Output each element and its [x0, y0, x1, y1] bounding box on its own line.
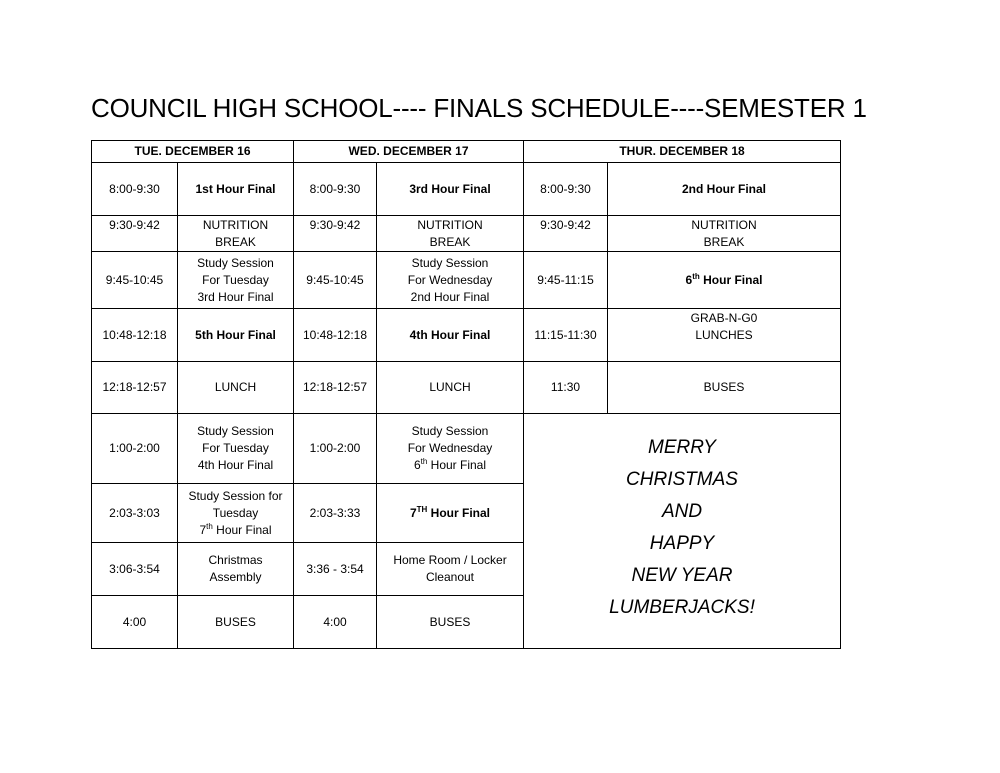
schedule-row [92, 362, 841, 414]
time-cell [92, 309, 178, 362]
cell-line: LUNCHES [695, 328, 753, 342]
cell-line: LUNCH [214, 380, 257, 394]
cell-line: Study Session [197, 255, 274, 270]
cell-line: LUNCH [429, 380, 471, 394]
activity-cell [608, 163, 841, 216]
message-line: HAPPY [649, 533, 715, 554]
time-cell [294, 216, 377, 252]
time-cell [92, 596, 178, 649]
cell-line [180, 522, 291, 539]
cell-line: 10:48-12:18 [302, 327, 368, 342]
activity-cell [377, 484, 524, 543]
activity-cell [377, 596, 524, 649]
ordinal-suffix: TH [416, 504, 428, 514]
cell-line: 9:45-10:45 [306, 272, 364, 287]
cell-line: 1:00-2:00 [109, 441, 160, 455]
activity-cell [178, 484, 294, 543]
schedule-row [92, 309, 841, 362]
time-cell [92, 216, 178, 252]
cell-line: 11:30 [550, 380, 581, 394]
activity-cell [178, 362, 294, 414]
time-cell [294, 252, 377, 309]
activity-cell [178, 543, 294, 596]
cell-line: 9:30-9:42 [540, 218, 591, 232]
cell-line: Cleanout [425, 570, 475, 584]
cell-line: Study Session [197, 424, 274, 438]
time-cell [524, 362, 608, 414]
cell-line: 4th Hour Final [197, 458, 274, 472]
activity-cell [377, 543, 524, 596]
cell-line: GRAB-N-G0 [690, 311, 758, 325]
cell-line: 9:30-9:42 [309, 218, 361, 232]
message-line: MERRY [648, 437, 716, 458]
cell-line: For Wednesday [407, 272, 493, 287]
cell-line: Assembly [209, 570, 262, 584]
time-cell [524, 216, 608, 252]
cell-line: 2nd Hour Final [682, 181, 766, 196]
ordinal-number: 7 [409, 505, 417, 520]
activity-cell [608, 252, 841, 309]
line-rest: Hour Final [699, 272, 763, 287]
cell-line: Study Session [411, 255, 489, 270]
cell-line: BUSES [429, 614, 471, 629]
time-cell [524, 163, 608, 216]
schedule-row [92, 252, 841, 309]
cell-line: 3:06-3:54 [109, 561, 160, 576]
cell-line: Christmas [208, 553, 263, 567]
message-line: NEW YEAR [631, 565, 733, 586]
cell-line: 9:30-9:42 [109, 218, 160, 232]
activity-cell [608, 309, 841, 362]
ordinal-number: 6 [685, 272, 693, 287]
cell-line: 1:00-2:00 [309, 441, 361, 455]
activity-cell [377, 216, 524, 252]
time-cell [294, 414, 377, 484]
time-cell [294, 596, 377, 649]
time-cell [524, 252, 608, 309]
cell-line: 8:00-9:30 [309, 181, 361, 196]
activity-cell [377, 163, 524, 216]
time-cell [524, 309, 608, 362]
activity-cell [178, 216, 294, 252]
cell-line: NUTRITION [691, 218, 757, 232]
activity-cell [377, 309, 524, 362]
activity-cell [178, 163, 294, 216]
cell-line: 4:00 [122, 614, 147, 629]
ordinal-number: 6 [413, 458, 421, 472]
cell-line: NUTRITION [202, 218, 269, 232]
cell-line: 8:00-9:30 [109, 181, 160, 196]
cell-line: BUSES [703, 380, 745, 394]
time-cell [92, 543, 178, 596]
ordinal-suffix: th [420, 457, 428, 466]
time-cell [294, 484, 377, 543]
cell-line: 3:36 - 3:54 [306, 561, 364, 576]
line-rest: Hour Final [427, 458, 487, 472]
time-cell [92, 484, 178, 543]
cell-line: 4th Hour Final [409, 327, 491, 342]
activity-cell [608, 216, 841, 252]
activity-cell [377, 252, 524, 309]
day-header: THUR. DECEMBER 18 [524, 141, 841, 163]
ordinal-suffix: th [206, 521, 213, 531]
schedule-row [92, 216, 841, 252]
cell-line: 12:18-12:57 [302, 380, 368, 394]
cell-line [610, 272, 838, 289]
time-cell [294, 543, 377, 596]
day-header-row [92, 141, 841, 163]
activity-cell [178, 596, 294, 649]
cell-line: BREAK [703, 235, 745, 249]
cell-line: 10:48-12:18 [102, 327, 167, 342]
holiday-message [524, 414, 841, 649]
cell-line: Study Session for [188, 488, 283, 503]
activity-cell [608, 362, 841, 414]
time-cell [294, 309, 377, 362]
line-rest: Hour Final [212, 522, 272, 537]
finals-schedule-table [91, 140, 841, 649]
cell-line: 12:18-12:57 [102, 380, 167, 394]
cell-line: 2:03-3:03 [109, 505, 160, 520]
activity-cell [377, 362, 524, 414]
cell-line: 9:45-11:15 [537, 272, 594, 287]
time-cell [92, 362, 178, 414]
time-cell [92, 163, 178, 216]
cell-line: 2nd Hour Final [410, 289, 490, 304]
cell-line [379, 457, 521, 474]
day-header: TUE. DECEMBER 16 [92, 141, 294, 163]
time-cell [294, 362, 377, 414]
cell-line: Study Session [411, 424, 489, 438]
message-line: LUMBERJACKS! [609, 597, 755, 618]
cell-line: Home Room / Locker [393, 553, 507, 567]
ordinal-suffix: th [692, 271, 700, 281]
page-title: COUNCIL HIGH SCHOOL---- FINALS SCHEDULE----SEMESTER 1 [91, 93, 867, 123]
cell-line: For Tuesday [202, 272, 269, 287]
cell-line: 5th Hour Final [195, 327, 276, 342]
cell-line: 3rd Hour Final [409, 181, 491, 196]
time-cell [294, 163, 377, 216]
schedule-row [92, 163, 841, 216]
cell-line: 1st Hour Final [195, 181, 276, 196]
activity-cell [377, 414, 524, 484]
cell-line: BREAK [429, 235, 471, 249]
cell-line [379, 505, 521, 522]
line-rest: Hour Final [427, 505, 491, 520]
day-header: WED. DECEMBER 17 [294, 141, 524, 163]
cell-line: BREAK [215, 235, 256, 249]
cell-line: NUTRITION [417, 218, 483, 232]
cell-line: 2:03-3:33 [309, 505, 361, 520]
cell-line: For Tuesday [202, 441, 269, 455]
cell-line: 11:15-11:30 [534, 327, 597, 342]
schedule-row [92, 414, 841, 484]
cell-line: 3rd Hour Final [197, 289, 274, 304]
activity-cell [178, 414, 294, 484]
time-cell [92, 252, 178, 309]
cell-line: BUSES [215, 614, 256, 629]
message-line: CHRISTMAS [626, 469, 738, 490]
cell-line: 9:45-10:45 [105, 272, 164, 287]
activity-cell [178, 309, 294, 362]
time-cell [92, 414, 178, 484]
cell-line: 4:00 [323, 614, 347, 629]
cell-line: Tuesday [212, 505, 259, 520]
cell-line: 8:00-9:30 [540, 181, 591, 196]
message-line: AND [661, 501, 703, 522]
activity-cell [178, 252, 294, 309]
cell-line: For Wednesday [407, 441, 493, 455]
ordinal-number: 7 [199, 522, 207, 537]
